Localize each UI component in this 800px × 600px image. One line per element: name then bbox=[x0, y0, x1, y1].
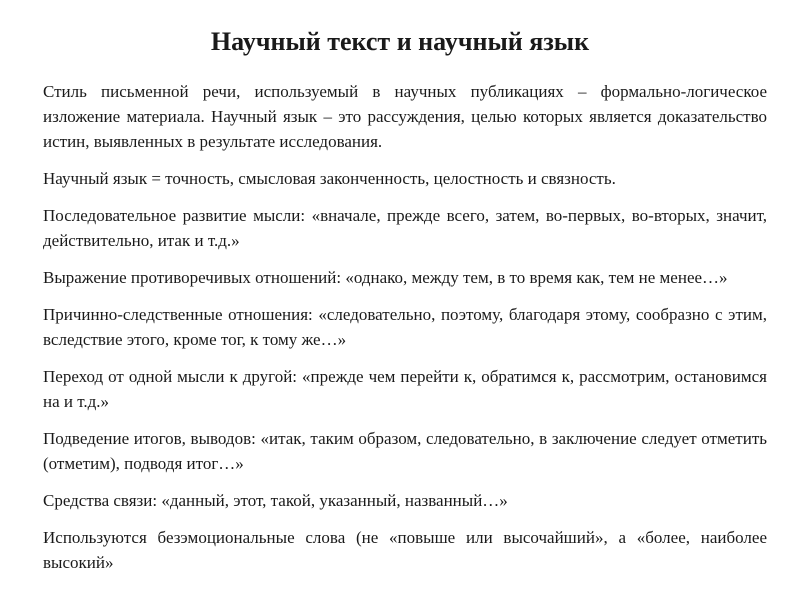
paragraph-conclusion: Подведение итогов, выводов: «итак, таким образом, следовательно, в заключение следует отметить (отметим), подводя итог…» bbox=[43, 429, 767, 473]
paragraph-contradiction: Выражение противоречивых отношений: «однако, между тем, в то время как, тем не менее…» bbox=[43, 268, 728, 287]
paragraph-connection: Средства связи: «данный, этот, такой, указанный, названный…» bbox=[43, 491, 508, 510]
paragraph-formula: Научный язык = точность, смысловая законченность, целостность и связность. bbox=[43, 169, 616, 188]
paragraph-transition: Переход от одной мысли к другой: «прежде чем перейти к, обратимся к, рассмотрим, остановимся на и т.д.» bbox=[43, 367, 767, 411]
paragraph-causal: Причинно-следственные отношения: «следовательно, поэтому, благодаря этому, сообразно с этим, вследствие этого, кроме тог, к тому же…» bbox=[43, 305, 767, 349]
paragraph-unemotional: Используются безэмоциональные слова (не «повыше или высочайший», а «более, наиболее высокий» bbox=[43, 528, 767, 572]
paragraph-sequence: Последовательное развитие мысли: «вначале, прежде всего, затем, во-первых, во-вторых, значит, действительно, итак и т.д.» bbox=[43, 206, 767, 250]
paragraph-definition: Стиль письменной речи, используемый в научных публикациях – формально-логическое изложение материала. Научный язык – это рассуждения, целью которых является доказательство истин, выявленных в результате исследования. bbox=[43, 82, 767, 151]
slide-title: Научный текст и научный язык bbox=[210, 27, 590, 56]
slide-body bbox=[43, 79, 767, 587]
